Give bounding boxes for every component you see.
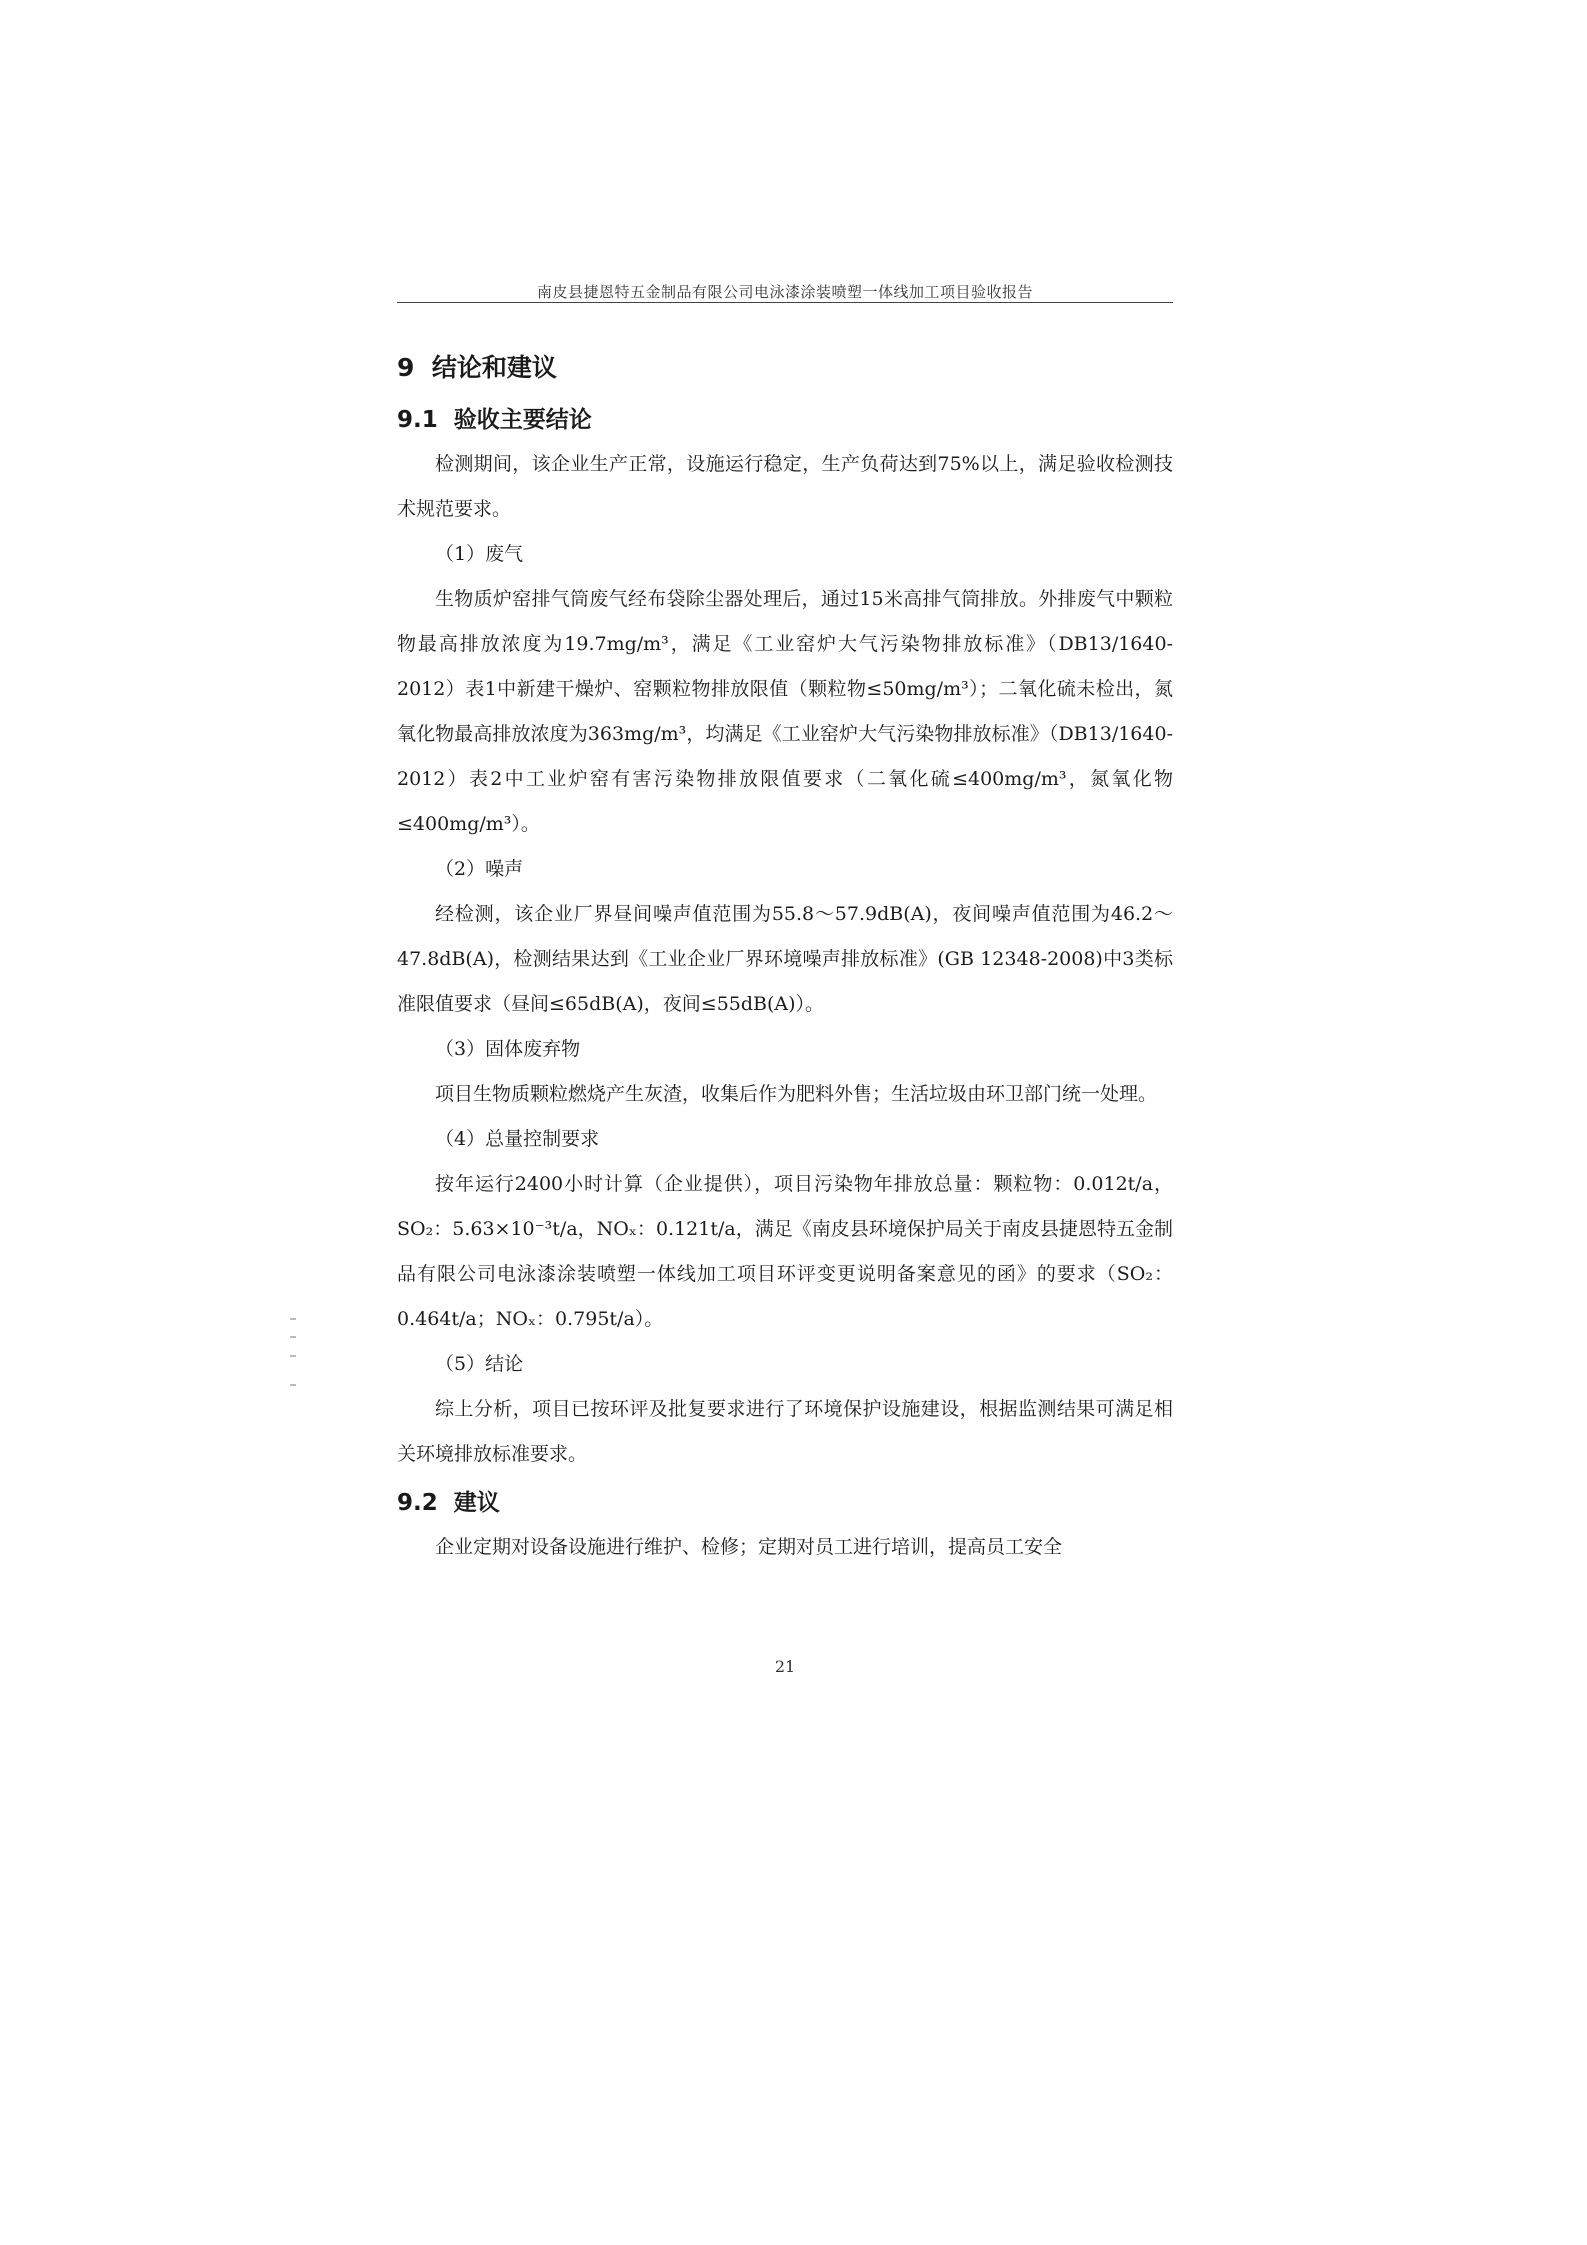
scan-mark: [290, 1384, 296, 1386]
item-label-exhaust: （1）废气: [435, 543, 524, 565]
subsection-title: 验收主要结论: [453, 407, 592, 433]
subsection-heading-9-2: [397, 1481, 1173, 1525]
subsection-heading-9-1: [397, 398, 1173, 442]
item-text-exhaust: 生物质炉窑排气筒废气经布袋除尘器处理后，通过15米高排气筒排放。外排废气中颗粒物最高排放浓度为19.7mg/m³，满足《工业窑炉大气污染物排放标准》（DB13/1640-2012）表1中新建干燥炉、窑颗粒物排放限值（颗粒物≤50mg/m³）；二氧化硫未检出，氮氧化物最高排放浓度为363mg/m³，均满足《工业窑炉大气污染物排放标准》（DB13/1640-2012）表2中工业炉窑有害污染物排放限值要求（二氧化硫≤400mg/m³，氮氧化物≤400mg/m³）。: [397, 588, 1173, 835]
page-number: 21: [774, 1657, 796, 1676]
item-text-noise: 经检测，该企业厂界昼间噪声值范围为55.8～57.9dB(A)，夜间噪声值范围为46.2～47.8dB(A)，检测结果达到《工业企业厂界环境噪声排放标准》(GB 12348-2008)中3类标准限值要求（昼间≤65dB(A)，夜间≤55dB(A)）。: [397, 903, 1173, 1015]
item-text-solid-waste: 项目生物质颗粒燃烧产生灰渣，收集后作为肥料外售；生活垃圾由环卫部门统一处理。: [435, 1083, 1158, 1105]
subsection-title: 建议: [453, 1490, 500, 1516]
section-number: 9: [397, 353, 415, 382]
subsection-number: 9.2: [397, 1490, 438, 1516]
section-title: 结论和建议: [431, 353, 557, 382]
running-header: 南皮县捷恩特五金制品有限公司电泳漆涂装喷塑一体线加工项目验收报告: [536, 283, 1033, 301]
header-rule: [397, 302, 1173, 303]
intro-paragraph: 检测期间，该企业生产正常，设施运行稳定，生产负荷达到75%以上，满足验收检测技术规范要求。: [397, 453, 1173, 520]
scan-mark: [290, 1318, 296, 1320]
scan-mark: [290, 1355, 296, 1357]
item-label-total-control: （4）总量控制要求: [435, 1128, 600, 1150]
content-body: [397, 346, 1173, 1570]
item-label-noise: （2）噪声: [435, 858, 524, 880]
suggestion-paragraph: 企业定期对设备设施进行维护、检修；定期对员工进行培训，提高员工安全: [435, 1536, 1063, 1558]
item-text-total-control: 按年运行2400小时计算（企业提供），项目污染物年排放总量：颗粒物：0.012t/a，SO₂：5.63×10⁻³t/a，NOₓ：0.121t/a，满足《南皮县环境保护局关于南皮县捷恩特五金制品有限公司电泳漆涂装喷塑一体线加工项目环评变更说明备案意见的函》的要求（SO₂：0.464t/a；NOₓ：0.795t/a）。: [397, 1173, 1173, 1330]
item-text-conclusion: 综上分析，项目已按环评及批复要求进行了环境保护设施建设，根据监测结果可满足相关环境排放标准要求。: [397, 1398, 1173, 1465]
item-label-conclusion: （5）结论: [435, 1353, 524, 1375]
section-heading: [397, 346, 1173, 390]
item-label-solid-waste: （3）固体废弃物: [435, 1038, 581, 1060]
subsection-number: 9.1: [397, 407, 438, 433]
scan-mark: [290, 1336, 296, 1338]
